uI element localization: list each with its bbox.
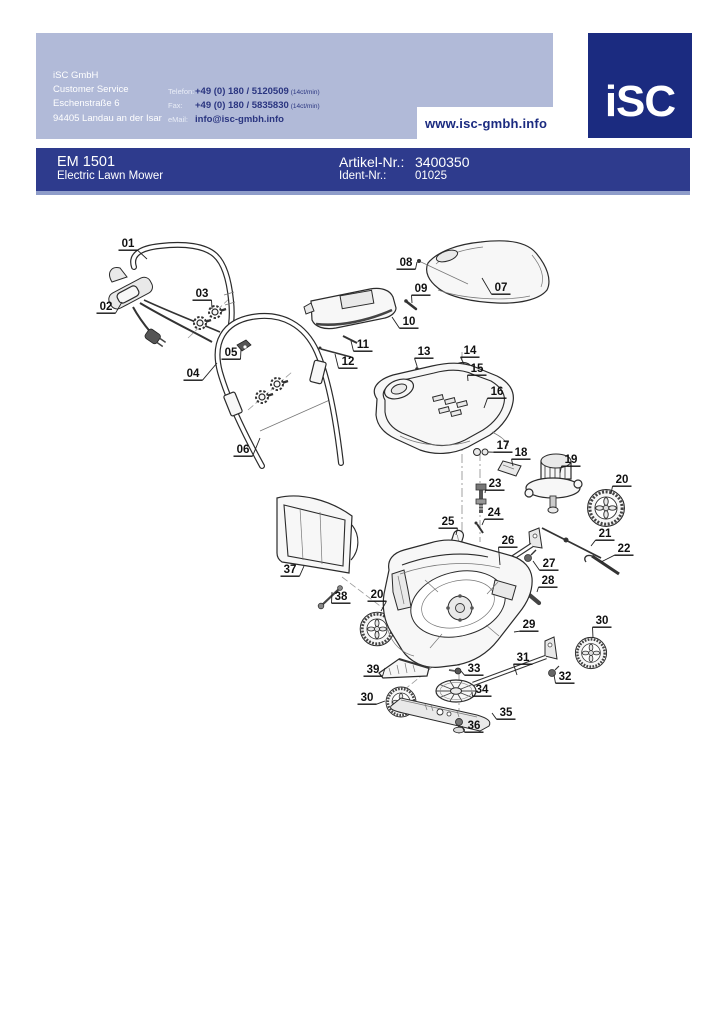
leader-line-11 bbox=[351, 341, 354, 351]
part-label-17: 17 bbox=[496, 440, 510, 452]
leader-line-09 bbox=[412, 295, 413, 303]
part-label-38: 38 bbox=[334, 591, 348, 603]
part-bushing-17 bbox=[474, 449, 489, 456]
leader-line-10 bbox=[392, 317, 400, 328]
part-label-33: 33 bbox=[467, 663, 481, 675]
part-label-32: 32 bbox=[558, 671, 572, 683]
isc-logo-text: iSC bbox=[604, 77, 676, 126]
part-label-02: 02 bbox=[99, 301, 113, 313]
product-name: Electric Lawn Mower bbox=[57, 170, 164, 182]
part-label-18: 18 bbox=[514, 447, 528, 459]
part-label-39: 39 bbox=[366, 664, 380, 676]
part-rod-22 bbox=[585, 555, 619, 574]
artikel-value: 3400350 bbox=[415, 154, 470, 170]
artikel-label: Artikel-Nr.: bbox=[339, 154, 405, 170]
leader-line-05 bbox=[241, 349, 242, 359]
part-label-30: 30 bbox=[595, 615, 609, 627]
part-label-16: 16 bbox=[490, 386, 504, 398]
part-label-20: 20 bbox=[615, 474, 629, 486]
telefon-value: +49 (0) 180 / 5120509 bbox=[195, 86, 289, 97]
part-label-08: 08 bbox=[399, 257, 413, 269]
part-cable-clamp bbox=[237, 340, 251, 351]
part-label-27: 27 bbox=[542, 558, 556, 570]
part-label-05: 05 bbox=[224, 347, 238, 359]
fax-suffix: (14ct/min) bbox=[290, 103, 320, 111]
part-label-35: 35 bbox=[499, 707, 513, 719]
part-label-09: 09 bbox=[414, 283, 428, 295]
plug bbox=[144, 328, 168, 349]
part-pin-24 bbox=[475, 522, 484, 534]
leader-line-27 bbox=[533, 561, 540, 570]
part-wheel-rear-right bbox=[588, 490, 625, 527]
leader-line-37 bbox=[300, 566, 305, 576]
part-upper-housing bbox=[374, 363, 513, 453]
part-top-cover bbox=[414, 241, 549, 303]
part-label-30: 30 bbox=[360, 692, 374, 704]
part-switch bbox=[106, 268, 220, 349]
model-number: EM 1501 bbox=[57, 154, 116, 170]
part-bolt-33 bbox=[449, 668, 461, 674]
leader-line-22 bbox=[601, 555, 615, 562]
part-label-03: 03 bbox=[195, 288, 209, 300]
part-deck bbox=[383, 540, 532, 667]
leader-line-33 bbox=[461, 671, 465, 675]
leader-line-35 bbox=[492, 713, 497, 719]
leader-line-04 bbox=[203, 363, 218, 380]
fax-value: +49 (0) 180 / 5835830 bbox=[195, 100, 289, 112]
part-label-06: 06 bbox=[236, 444, 250, 456]
part-label-13: 13 bbox=[417, 346, 431, 358]
company-dept: Customer Service bbox=[53, 84, 129, 96]
part-label-25: 25 bbox=[441, 516, 455, 528]
ident-value: 01025 bbox=[415, 170, 447, 182]
part-label-21: 21 bbox=[598, 528, 612, 540]
leader-line-03 bbox=[212, 300, 213, 309]
part-label-04: 04 bbox=[186, 368, 200, 380]
company-city: 94405 Landau an der Isar bbox=[53, 112, 162, 124]
leader-line-29 bbox=[514, 631, 520, 632]
website-url: www.isc-gmbh.info bbox=[425, 115, 548, 131]
leader-line-32 bbox=[554, 675, 556, 683]
leader-line-28 bbox=[537, 587, 539, 592]
part-rod-21 bbox=[542, 528, 601, 558]
part-label-37: 37 bbox=[283, 564, 297, 576]
part-label-19: 19 bbox=[564, 454, 578, 466]
leader-line-30 bbox=[377, 701, 386, 704]
company-name: iSC GmbH bbox=[53, 70, 99, 81]
leader-line-38 bbox=[332, 592, 333, 603]
part-label-34: 34 bbox=[475, 684, 489, 696]
telefon-suffix: (14ct/min) bbox=[290, 89, 320, 96]
part-label-15: 15 bbox=[470, 363, 484, 375]
part-label-14: 14 bbox=[463, 345, 477, 357]
part-wheel-mid-right bbox=[575, 637, 606, 668]
part-cover-screw bbox=[417, 259, 421, 263]
leader-line-15 bbox=[468, 375, 469, 381]
part-hinge-pins bbox=[319, 336, 358, 357]
company-street: Eschenstraße 6 bbox=[53, 98, 120, 110]
part-label-11: 11 bbox=[356, 339, 370, 351]
part-bolt-23 bbox=[476, 484, 486, 513]
leader-line-12 bbox=[335, 354, 339, 368]
part-label-10: 10 bbox=[402, 316, 416, 328]
part-label-01: 01 bbox=[121, 238, 135, 250]
part-label-12: 12 bbox=[341, 356, 355, 368]
leader-line-34 bbox=[472, 692, 473, 696]
part-bolt-32 bbox=[549, 666, 560, 677]
leader-line-21 bbox=[591, 540, 596, 546]
part-label-20: 20 bbox=[370, 589, 384, 601]
part-label-23: 23 bbox=[488, 478, 502, 490]
part-clip-18 bbox=[498, 461, 521, 476]
leader-line-23 bbox=[485, 490, 486, 493]
part-label-24: 24 bbox=[487, 507, 501, 519]
part-label-07: 07 bbox=[494, 282, 508, 294]
part-fan bbox=[436, 680, 476, 702]
part-label-31: 31 bbox=[516, 652, 530, 664]
telefon-label: Telefon: bbox=[168, 87, 195, 96]
leader-line-30 bbox=[593, 627, 594, 638]
email-label: eMail: bbox=[168, 115, 189, 125]
leader-line-13 bbox=[415, 358, 418, 366]
part-label-29: 29 bbox=[522, 619, 536, 631]
part-label-26: 26 bbox=[501, 535, 515, 547]
part-grass-panel bbox=[277, 496, 358, 573]
email-value: info@isc-gmbh.info bbox=[195, 114, 284, 126]
leader-line-24 bbox=[482, 519, 485, 525]
part-pin-09 bbox=[404, 299, 416, 309]
ident-label: Ident-Nr.: bbox=[339, 170, 387, 182]
part-rear-flap bbox=[304, 288, 396, 328]
leader-line-08 bbox=[416, 262, 418, 269]
fax-label: Fax: bbox=[168, 101, 183, 111]
part-label-36: 36 bbox=[467, 720, 481, 732]
part-label-22: 22 bbox=[617, 543, 631, 555]
part-label-28: 28 bbox=[541, 575, 555, 587]
